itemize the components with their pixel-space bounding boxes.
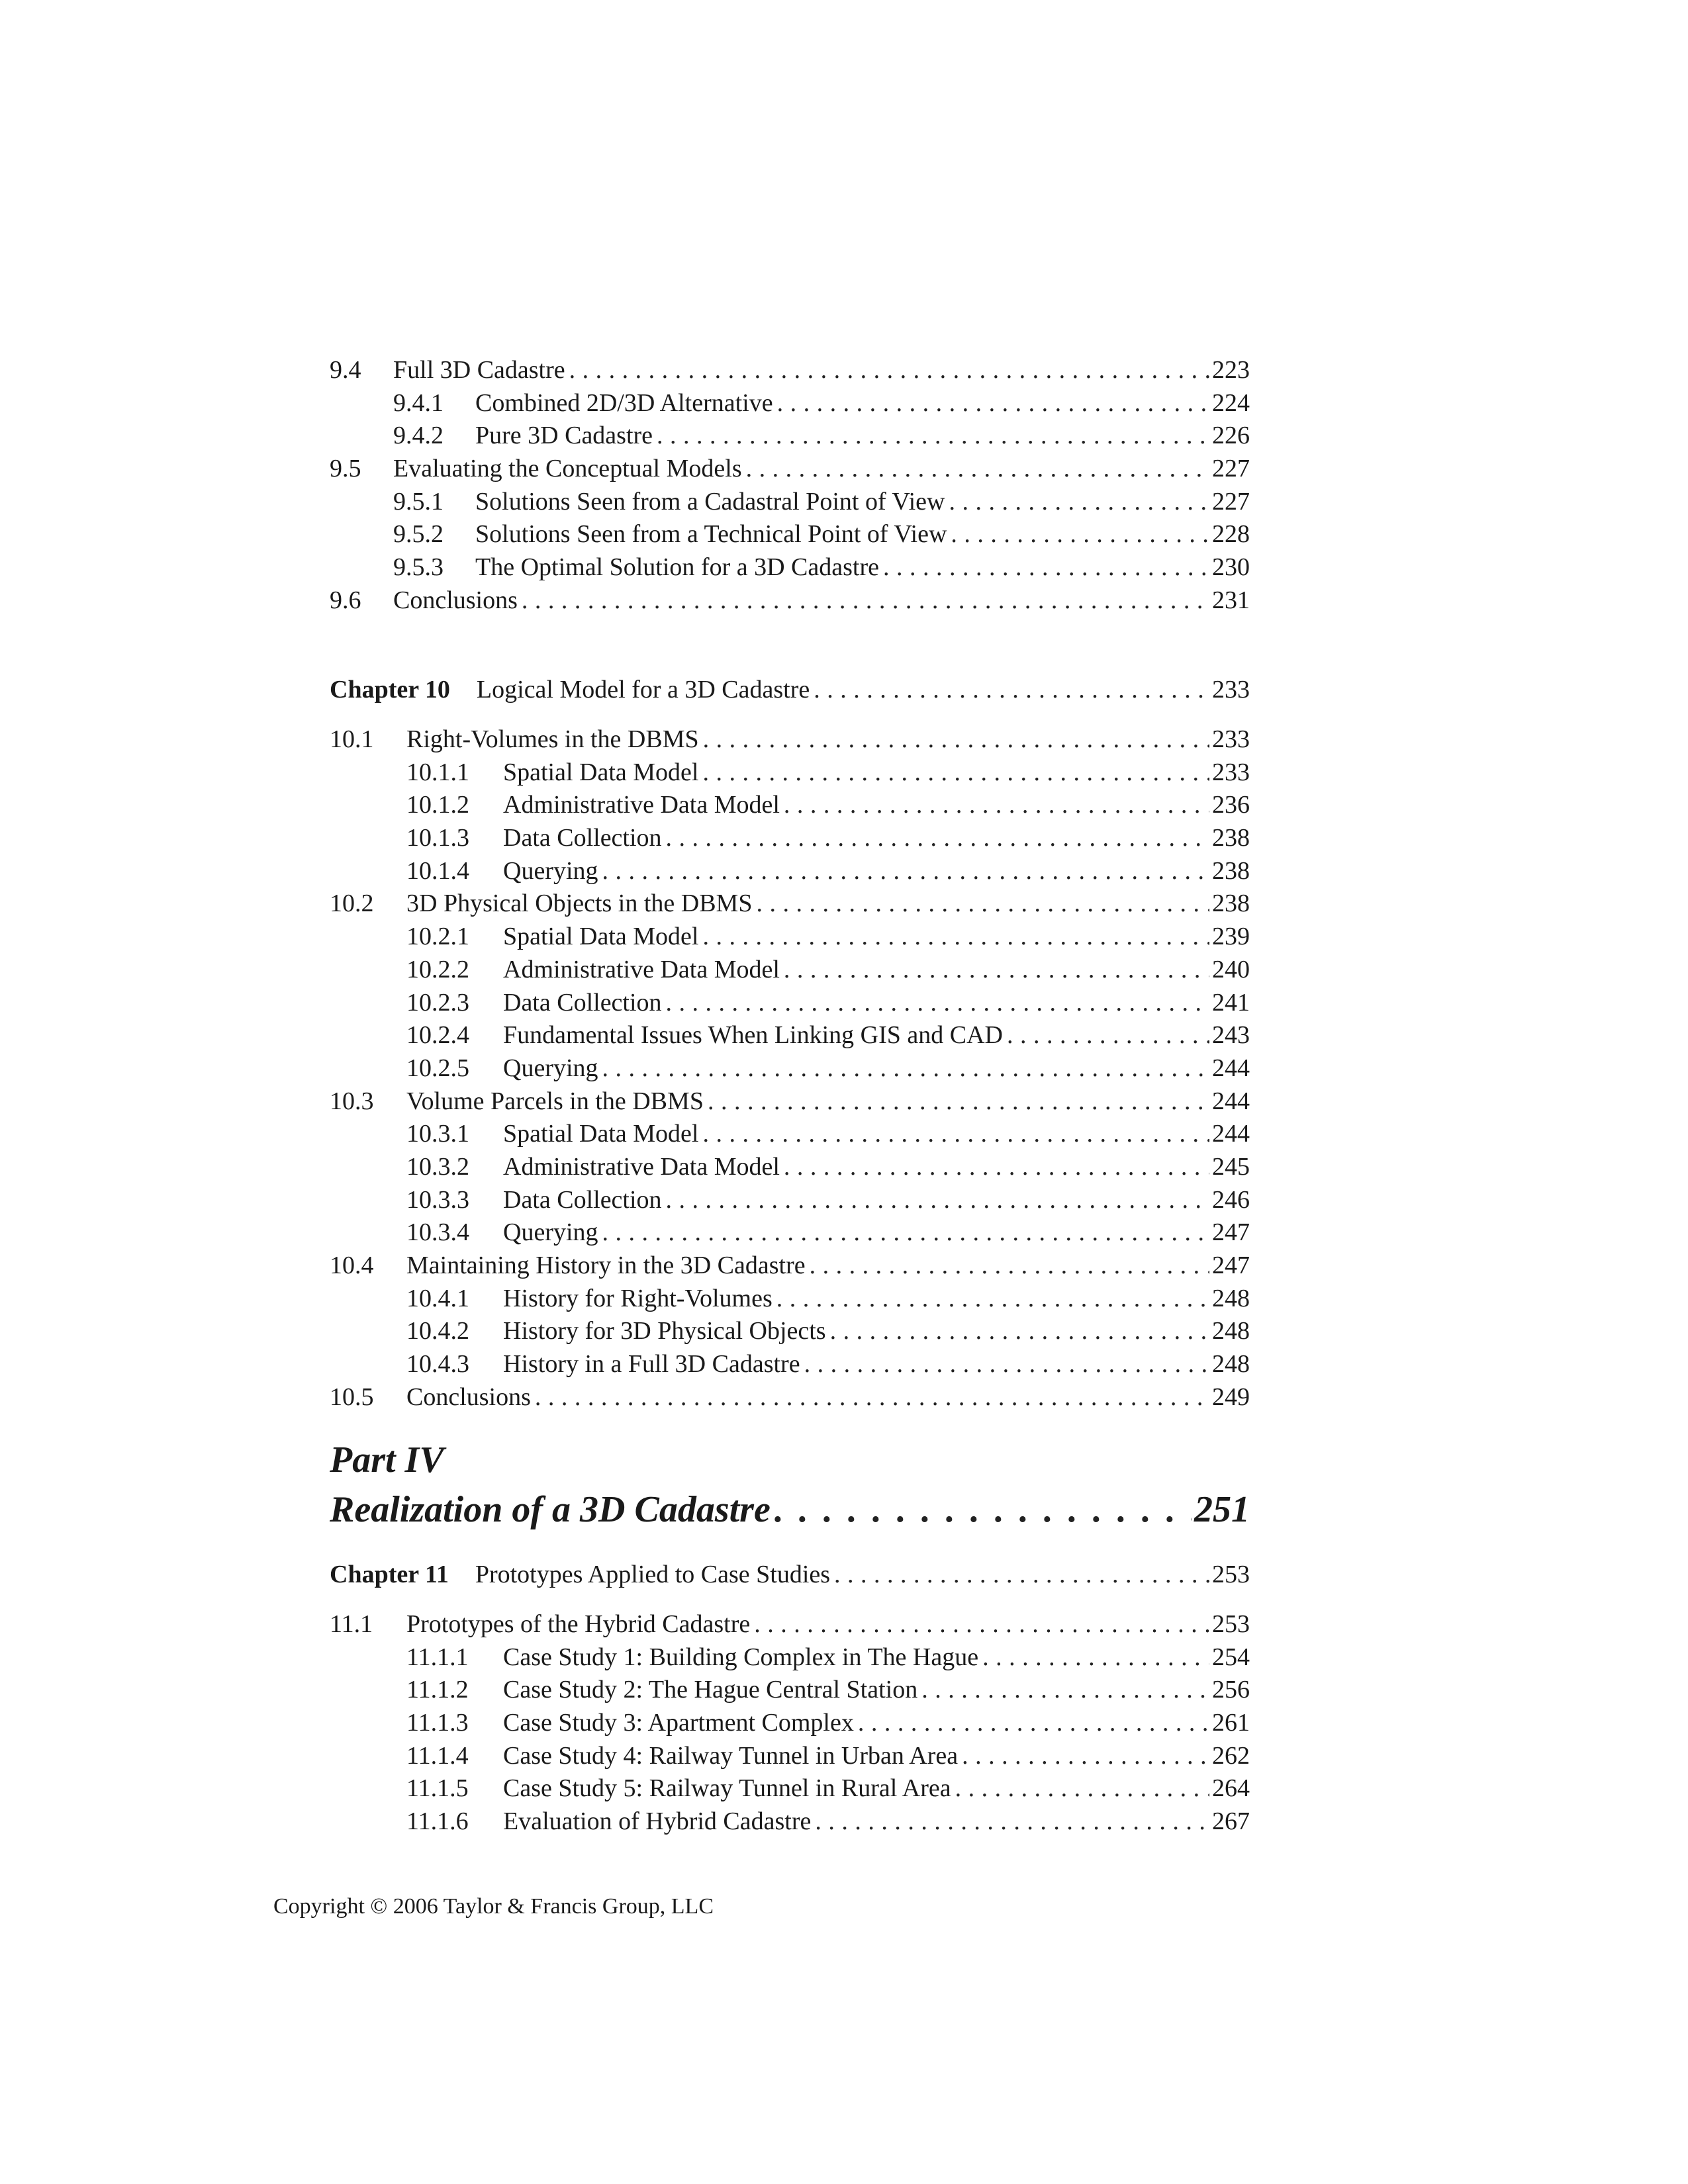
toc-entry[interactable] — [330, 420, 1250, 453]
entry-title: Case Study 2: The Hague Central Station — [503, 1676, 918, 1704]
toc-entry[interactable] — [330, 921, 1250, 954]
page-number: 241 — [1212, 988, 1250, 1017]
section-number: 10.1.3 — [406, 824, 469, 852]
dot-leader — [702, 756, 1209, 790]
entry-title: Right-Volumes in the DBMS — [406, 725, 699, 753]
dot-leader — [858, 1707, 1209, 1740]
toc-entry[interactable] — [330, 1184, 1250, 1217]
page-number: 244 — [1212, 1120, 1250, 1148]
part-label: Part IV — [330, 1439, 444, 1480]
section-number: 11.1.1 — [406, 1643, 469, 1671]
section-number: 9.5 — [330, 455, 361, 483]
toc-entry[interactable] — [330, 1216, 1250, 1250]
entry-title: Pure 3D Cadastre — [475, 422, 653, 450]
section-10-entries — [330, 723, 1250, 1414]
page-number: 248 — [1212, 1284, 1250, 1312]
page-number: 238 — [1212, 824, 1250, 852]
section-number: 10.3.3 — [406, 1185, 469, 1214]
dot-leader — [702, 1118, 1209, 1151]
page-number: 244 — [1212, 1087, 1250, 1115]
dot-leader — [955, 1772, 1209, 1805]
entry-title: Evaluating the Conceptual Models — [393, 455, 742, 483]
entry-title: Data Collection — [503, 1185, 662, 1214]
page-number: 233 — [1212, 758, 1250, 786]
toc-entry[interactable] — [330, 855, 1250, 888]
toc-entry[interactable] — [330, 1151, 1250, 1184]
dot-leader — [703, 723, 1209, 756]
entry-title: Case Study 1: Building Complex in The Hague — [503, 1643, 979, 1671]
chapter-title: Logical Model for a 3D Cadastre — [476, 676, 810, 704]
page-number: 253 — [1212, 1610, 1250, 1638]
section-number: 10.4.2 — [406, 1317, 469, 1345]
toc-entry[interactable] — [330, 1674, 1250, 1707]
section-9-entries — [330, 354, 1250, 617]
dot-leader — [830, 1315, 1209, 1348]
dot-leader — [804, 1348, 1209, 1381]
chapter-title: Prototypes Applied to Case Studies — [475, 1561, 831, 1588]
entry-title: Maintaining History in the 3D Cadastre — [406, 1251, 806, 1279]
dot-leader — [815, 1805, 1209, 1839]
toc-entry[interactable] — [330, 1283, 1250, 1316]
chapter-11-heading — [330, 1559, 1250, 1592]
dot-leader — [784, 1151, 1209, 1184]
toc-entry-part-iv[interactable] — [330, 1484, 1250, 1535]
entry-title: Conclusions — [406, 1383, 531, 1411]
page-number: 249 — [1212, 1383, 1250, 1411]
entry-title: Case Study 5: Railway Tunnel in Rural Area — [503, 1774, 951, 1803]
page-number: 227 — [1212, 455, 1250, 483]
section-number: 10.4.1 — [406, 1284, 469, 1312]
entry-title: Fundamental Issues When Linking GIS and CAD — [503, 1021, 1003, 1050]
entry-title: Case Study 4: Railway Tunnel in Urban Area — [503, 1741, 959, 1770]
dot-leader — [774, 1484, 1192, 1535]
toc-entry[interactable] — [330, 1085, 1250, 1118]
dot-leader — [602, 855, 1209, 888]
entry-title: Administrative Data Model — [503, 1152, 780, 1181]
chapter-label: Chapter 10 — [330, 676, 450, 704]
page-number: 251 — [1194, 1489, 1250, 1530]
page-number: 264 — [1212, 1774, 1250, 1803]
dot-leader — [535, 1381, 1209, 1414]
entry-title: Full 3D Cadastre — [393, 356, 565, 384]
entry-title: Querying — [503, 1054, 598, 1082]
entry-title: Combined 2D/3D Alternative — [475, 388, 773, 417]
section-number: 11.1 — [330, 1610, 373, 1638]
page-number: 261 — [1212, 1709, 1250, 1737]
dot-leader — [756, 887, 1209, 921]
section-number: 11.1.3 — [406, 1709, 469, 1737]
page-number: 243 — [1212, 1021, 1250, 1050]
toc-entry[interactable] — [330, 584, 1250, 617]
entry-title: Solutions Seen from a Technical Point of View — [475, 520, 947, 549]
toc-entry[interactable] — [330, 1740, 1250, 1773]
dot-leader — [666, 987, 1209, 1020]
entry-title: Case Study 3: Apartment Complex — [503, 1709, 854, 1737]
dot-leader — [746, 453, 1209, 486]
page-number: 247 — [1212, 1218, 1250, 1247]
toc-entry[interactable] — [330, 789, 1250, 822]
entry-title: Prototypes of the Hybrid Cadastre — [406, 1610, 751, 1638]
page-number: 248 — [1212, 1317, 1250, 1345]
section-number: 10.3 — [330, 1087, 374, 1115]
section-number: 11.1.4 — [406, 1741, 469, 1770]
entry-title: Querying — [503, 1218, 598, 1247]
dot-leader — [962, 1740, 1209, 1773]
entry-title: 3D Physical Objects in the DBMS — [406, 889, 753, 918]
page-number: 247 — [1212, 1251, 1250, 1279]
entry-title: History for Right-Volumes — [503, 1284, 773, 1312]
toc-entry-chapter-10[interactable] — [330, 674, 1250, 707]
toc-entry[interactable] — [330, 486, 1250, 519]
entry-title: Conclusions — [393, 586, 518, 614]
section-number: 9.6 — [330, 586, 361, 614]
dot-leader — [657, 420, 1209, 453]
section-number: 9.4.2 — [393, 422, 444, 450]
toc-entry[interactable] — [330, 954, 1250, 987]
section-number: 11.1.6 — [406, 1807, 469, 1836]
dot-leader — [810, 1250, 1209, 1283]
toc-entry[interactable] — [330, 518, 1250, 551]
section-number: 10.2.1 — [406, 923, 469, 951]
dot-leader — [784, 954, 1209, 987]
toc-entry[interactable] — [330, 354, 1250, 387]
page-number: 238 — [1212, 856, 1250, 885]
section-number: 10.2.5 — [406, 1054, 469, 1082]
section-11-entries — [330, 1608, 1250, 1839]
section-number: 10.2.2 — [406, 955, 469, 983]
section-number: 10.1 — [330, 725, 374, 753]
dot-leader — [921, 1674, 1209, 1707]
dot-leader — [666, 822, 1209, 855]
section-number: 11.1.2 — [406, 1676, 469, 1704]
toc-entry[interactable] — [330, 887, 1250, 921]
section-number: 10.2.3 — [406, 988, 469, 1017]
toc-entry[interactable] — [330, 987, 1250, 1020]
part-title: Realization of a 3D Cadastre — [330, 1489, 771, 1530]
page-number: 226 — [1212, 422, 1250, 450]
page-number: 262 — [1212, 1741, 1250, 1770]
page-number: 223 — [1212, 356, 1250, 384]
entry-title: Spatial Data Model — [503, 923, 699, 951]
page-number: 231 — [1212, 586, 1250, 614]
section-number: 9.4 — [330, 356, 361, 384]
toc-entry[interactable] — [330, 723, 1250, 756]
toc-entry-chapter-11[interactable] — [330, 1559, 1250, 1592]
toc-entry[interactable] — [330, 1118, 1250, 1151]
entry-title: Evaluation of Hybrid Cadastre — [503, 1807, 812, 1836]
toc-entry[interactable] — [330, 1608, 1250, 1641]
section-number: 10.3.1 — [406, 1120, 469, 1148]
dot-leader — [666, 1184, 1209, 1217]
section-number: 10.3.4 — [406, 1218, 469, 1247]
dot-leader — [776, 1283, 1209, 1316]
dot-leader — [569, 354, 1209, 387]
page-number: 254 — [1212, 1643, 1250, 1671]
chapter-label: Chapter 11 — [330, 1561, 449, 1588]
toc-entry[interactable] — [330, 1052, 1250, 1085]
copyright-notice: Copyright © 2006 Taylor & Francis Group, LLC — [273, 1894, 714, 1919]
toc-entry[interactable] — [330, 1381, 1250, 1414]
entry-title: Spatial Data Model — [503, 1120, 699, 1148]
page-number: 253 — [1212, 1561, 1250, 1588]
toc-entry[interactable] — [330, 1250, 1250, 1283]
toc-entry[interactable] — [330, 1805, 1250, 1839]
section-number: 10.2 — [330, 889, 374, 918]
entry-title: Spatial Data Model — [503, 758, 699, 786]
dot-leader — [602, 1216, 1209, 1250]
toc-entry[interactable] — [330, 1772, 1250, 1805]
page-number: 236 — [1212, 791, 1250, 819]
page-number: 267 — [1212, 1807, 1250, 1836]
section-number: 10.3.2 — [406, 1152, 469, 1181]
toc-entry[interactable] — [330, 822, 1250, 855]
section-number: 9.5.2 — [393, 520, 444, 549]
page-number: 245 — [1212, 1152, 1250, 1181]
dot-leader — [602, 1052, 1209, 1085]
page-number: 233 — [1212, 725, 1250, 753]
page-number: 228 — [1212, 520, 1250, 549]
dot-leader — [522, 584, 1209, 617]
entry-title: History in a Full 3D Cadastre — [503, 1350, 800, 1379]
entry-title: Querying — [503, 856, 598, 885]
toc-entry[interactable] — [330, 1348, 1250, 1381]
section-number: 10.5 — [330, 1383, 374, 1411]
part-iv-heading — [330, 1435, 1250, 1535]
section-number: 10.4 — [330, 1251, 374, 1279]
entry-title: Administrative Data Model — [503, 791, 780, 819]
section-number: 9.5.1 — [393, 487, 444, 516]
dot-leader — [702, 921, 1209, 954]
section-number: 9.5.3 — [393, 553, 444, 582]
page-number: 244 — [1212, 1054, 1250, 1082]
dot-leader — [784, 789, 1209, 822]
section-number: 11.1.5 — [406, 1774, 469, 1803]
page-number: 239 — [1212, 923, 1250, 951]
dot-leader — [754, 1608, 1209, 1641]
page-number: 240 — [1212, 955, 1250, 983]
toc-entry[interactable] — [330, 1641, 1250, 1674]
dot-leader — [834, 1559, 1209, 1592]
page-number: 227 — [1212, 487, 1250, 516]
entry-title: Data Collection — [503, 824, 662, 852]
toc-entry[interactable] — [330, 453, 1250, 486]
dot-leader — [883, 551, 1209, 584]
dot-leader — [1007, 1019, 1209, 1052]
dot-leader — [814, 674, 1209, 707]
section-number: 10.2.4 — [406, 1021, 469, 1050]
toc-entry[interactable] — [330, 1315, 1250, 1348]
dot-leader — [949, 486, 1209, 519]
entry-title: Data Collection — [503, 988, 662, 1017]
page-number: 230 — [1212, 553, 1250, 582]
toc-entry[interactable] — [330, 1707, 1250, 1740]
entry-title: The Optimal Solution for a 3D Cadastre — [475, 553, 879, 582]
section-number: 10.1.2 — [406, 791, 469, 819]
entry-title: Volume Parcels in the DBMS — [406, 1087, 704, 1115]
entry-title: Administrative Data Model — [503, 955, 780, 983]
toc-entry[interactable] — [330, 756, 1250, 790]
chapter-10-heading — [330, 674, 1250, 707]
dot-leader — [708, 1085, 1209, 1118]
toc-entry[interactable] — [330, 551, 1250, 584]
section-number: 10.1.4 — [406, 856, 469, 885]
entry-title: History for 3D Physical Objects — [503, 1317, 826, 1345]
page-number: 256 — [1212, 1676, 1250, 1704]
page-number: 248 — [1212, 1350, 1250, 1379]
page-number: 246 — [1212, 1185, 1250, 1214]
page-number: 238 — [1212, 889, 1250, 918]
dot-leader — [982, 1641, 1209, 1674]
section-number: 10.4.3 — [406, 1350, 469, 1379]
toc-entry[interactable] — [330, 1019, 1250, 1052]
entry-title: Solutions Seen from a Cadastral Point of View — [475, 487, 945, 516]
page-number: 233 — [1212, 676, 1250, 704]
dot-leader — [777, 387, 1209, 420]
toc-entry[interactable] — [330, 387, 1250, 420]
section-number: 10.1.1 — [406, 758, 469, 786]
section-number: 9.4.1 — [393, 388, 444, 417]
page-number: 224 — [1212, 388, 1250, 417]
dot-leader — [951, 518, 1209, 551]
